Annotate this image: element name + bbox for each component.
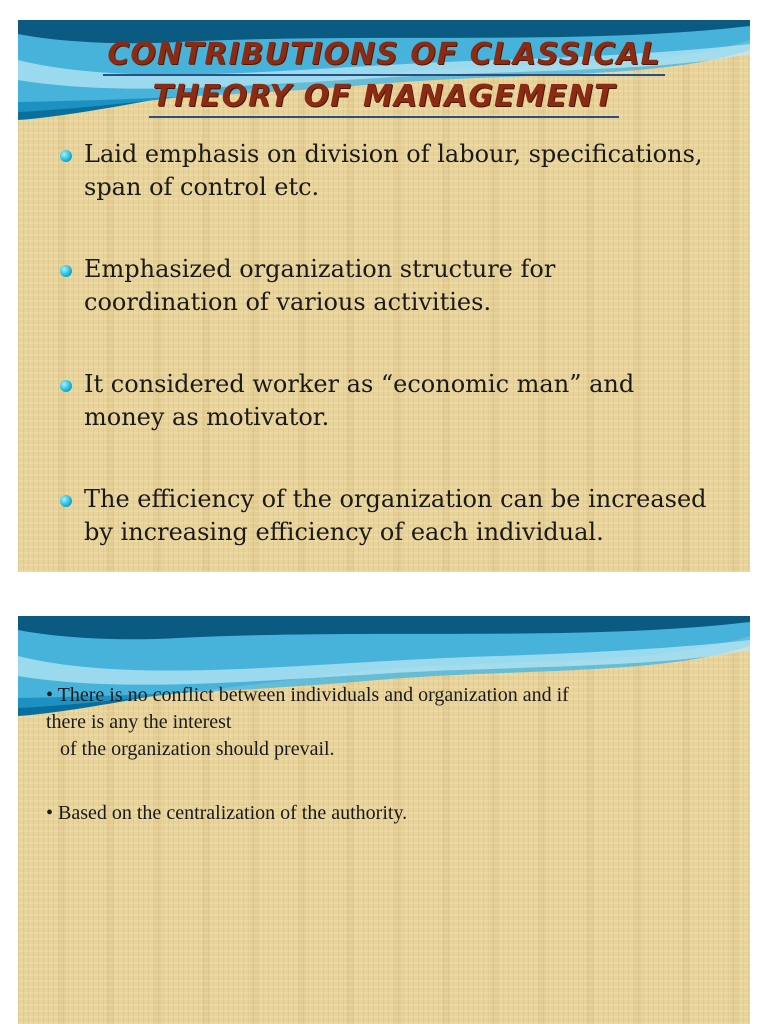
bullet-line-1: Emphasized organization structure for (84, 255, 556, 283)
bullet-dot-icon (60, 265, 72, 277)
para-line-3: of the organization should prevail. (60, 738, 335, 760)
bullet-dot-icon (60, 495, 72, 507)
paragraph-conflict (46, 682, 736, 763)
bullet-line-1: Laid emphasis on division of labour, specifications, (84, 140, 703, 168)
slide-1 (18, 20, 750, 572)
bullet-dot-icon (60, 150, 72, 162)
paragraph-centralization: • Based on the centralization of the authority. (46, 802, 408, 824)
para-line-1: • There is no conflict between individuals and organization and if (46, 684, 569, 706)
slide-title (18, 34, 750, 118)
bullet-line-2: money as motivator. (84, 403, 330, 431)
bullet-line-2: span of control etc. (84, 173, 320, 201)
bullet-list (60, 138, 740, 572)
bullet-line-2: by increasing efficiency of each individual. (84, 518, 604, 546)
bullet-item (60, 483, 740, 549)
bullet-line-1: It considered worker as “economic man” and (84, 370, 635, 398)
bullet-item (60, 368, 740, 434)
slide-2 (18, 616, 750, 1024)
bullet-dot-icon (60, 380, 72, 392)
title-line-1: CONTRIBUTIONS OF CLASSICAL (103, 36, 664, 76)
para-line-2: there is any the interest (46, 711, 232, 733)
title-line-2: THEORY OF MANAGEMENT (149, 78, 620, 118)
bullet-line-2: coordination of various activities. (84, 288, 492, 316)
bullet-item (60, 253, 740, 319)
bullet-line-1: The efficiency of the organization can be increased (84, 485, 707, 513)
bullet-item (60, 138, 740, 204)
